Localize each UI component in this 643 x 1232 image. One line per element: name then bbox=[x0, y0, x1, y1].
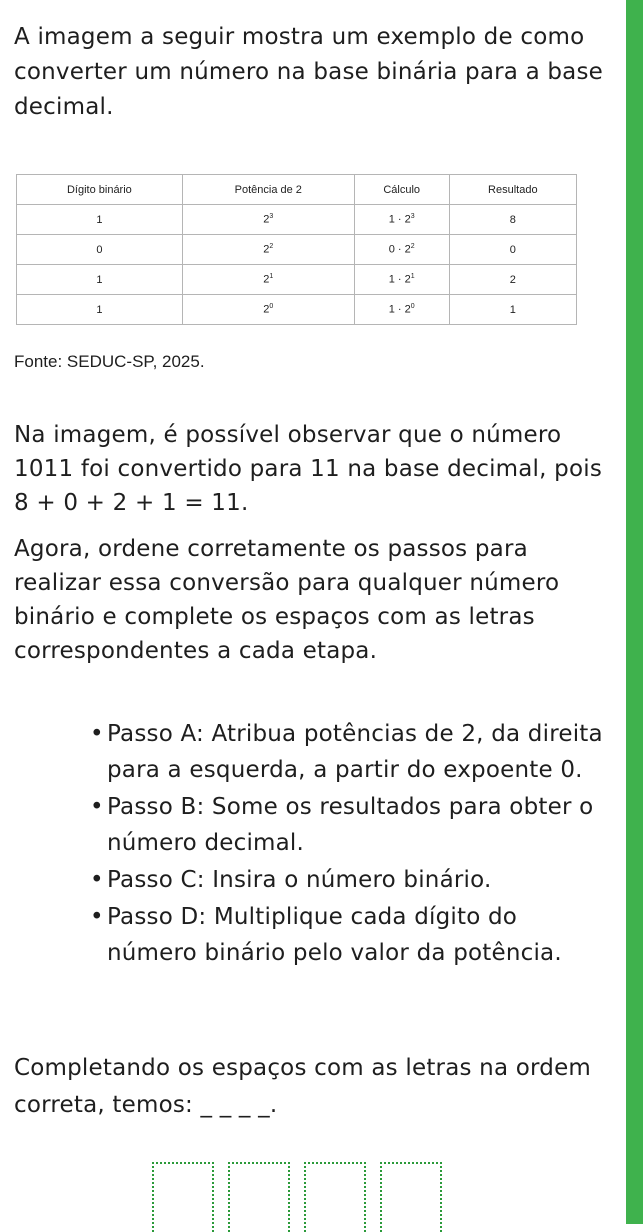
calc-base: 1 · 2 bbox=[388, 303, 411, 316]
cell-result: 1 bbox=[449, 295, 576, 325]
calc-exponent: 3 bbox=[410, 213, 415, 221]
calc-base: 1 · 2 bbox=[388, 273, 411, 286]
calc-exponent: 2 bbox=[410, 243, 415, 251]
cell-digit: 1 bbox=[17, 265, 183, 295]
calc-exponent: 0 bbox=[410, 303, 415, 311]
conversion-table-wrapper bbox=[16, 174, 577, 325]
table-header-cell: Dígito binário bbox=[17, 175, 183, 205]
bullet-icon: • bbox=[90, 721, 104, 747]
cell-calc bbox=[354, 265, 449, 295]
calc-base: 1 · 2 bbox=[388, 213, 411, 226]
question-prompt: Completando os espaços com as letras na ordem correta, temos: _ _ _ _. bbox=[14, 1055, 592, 1118]
table-row bbox=[17, 235, 577, 265]
steps-list bbox=[90, 716, 604, 972]
list-item bbox=[90, 716, 604, 788]
table-header-cell: Cálculo bbox=[354, 175, 449, 205]
cell-result: 0 bbox=[449, 235, 576, 265]
cell-calc bbox=[354, 205, 449, 235]
bullet-icon: • bbox=[90, 794, 104, 820]
cell-digit: 0 bbox=[17, 235, 183, 265]
answer-box-4[interactable] bbox=[380, 1162, 442, 1232]
answer-box-1[interactable] bbox=[152, 1162, 214, 1232]
power-base: 2 bbox=[263, 273, 270, 286]
step-text: Passo B: Some os resultados para obter o número decimal. bbox=[107, 794, 594, 856]
table-header-cell: Resultado bbox=[449, 175, 576, 205]
bullet-icon: • bbox=[90, 867, 104, 893]
power-exponent: 1 bbox=[269, 273, 274, 281]
question-content bbox=[14, 0, 614, 1118]
table-row bbox=[17, 205, 577, 235]
cell-digit: 1 bbox=[17, 295, 183, 325]
list-item bbox=[90, 862, 604, 898]
power-base: 2 bbox=[263, 303, 270, 316]
answer-boxes bbox=[152, 1162, 442, 1232]
list-item bbox=[90, 899, 604, 971]
cell-power bbox=[182, 235, 354, 265]
list-item bbox=[90, 789, 604, 861]
table-row bbox=[17, 295, 577, 325]
cell-digit: 1 bbox=[17, 205, 183, 235]
table-row bbox=[17, 265, 577, 295]
calc-base: 0 · 2 bbox=[388, 243, 411, 256]
answer-box-3[interactable] bbox=[304, 1162, 366, 1232]
calc-exponent: 1 bbox=[410, 273, 415, 281]
step-text: Passo D: Multiplique cada dígito do número binário pelo valor da potência. bbox=[107, 904, 562, 966]
table-header-row bbox=[17, 175, 577, 205]
power-exponent: 0 bbox=[269, 303, 274, 311]
cell-calc bbox=[354, 295, 449, 325]
cell-result: 8 bbox=[449, 205, 576, 235]
binary-conversion-table bbox=[16, 174, 577, 325]
table-header-cell: Potência de 2 bbox=[182, 175, 354, 205]
source-caption: Fonte: SEDUC-SP, 2025. bbox=[14, 352, 205, 371]
cell-power bbox=[182, 205, 354, 235]
cell-calc bbox=[354, 235, 449, 265]
power-base: 2 bbox=[263, 243, 270, 256]
cell-result: 2 bbox=[449, 265, 576, 295]
power-exponent: 3 bbox=[269, 213, 274, 221]
cell-power bbox=[182, 265, 354, 295]
step-text: Passo A: Atribua potências de 2, da direita para a esquerda, a partir do expoente 0. bbox=[107, 721, 603, 783]
bullet-icon: • bbox=[90, 904, 104, 930]
cell-power bbox=[182, 295, 354, 325]
intro-text: A imagem a seguir mostra um exemplo de como converter um número na base binária para a base decimal. bbox=[14, 24, 604, 120]
explanation-paragraph: Na imagem, é possível observar que o número 1011 foi convertido para 11 na base decimal, pois 8 + 0 + 2 + 1 = 11. bbox=[14, 422, 603, 516]
accent-sidebar-bar bbox=[626, 0, 643, 1224]
instruction-paragraph: Agora, ordene corretamente os passos para realizar essa conversão para qualquer número binário e complete os espaços com as letras correspondentes a cada etapa. bbox=[14, 536, 560, 664]
power-base: 2 bbox=[263, 213, 270, 226]
power-exponent: 2 bbox=[269, 243, 274, 251]
answer-box-2[interactable] bbox=[228, 1162, 290, 1232]
step-text: Passo C: Insira o número binário. bbox=[107, 867, 492, 893]
